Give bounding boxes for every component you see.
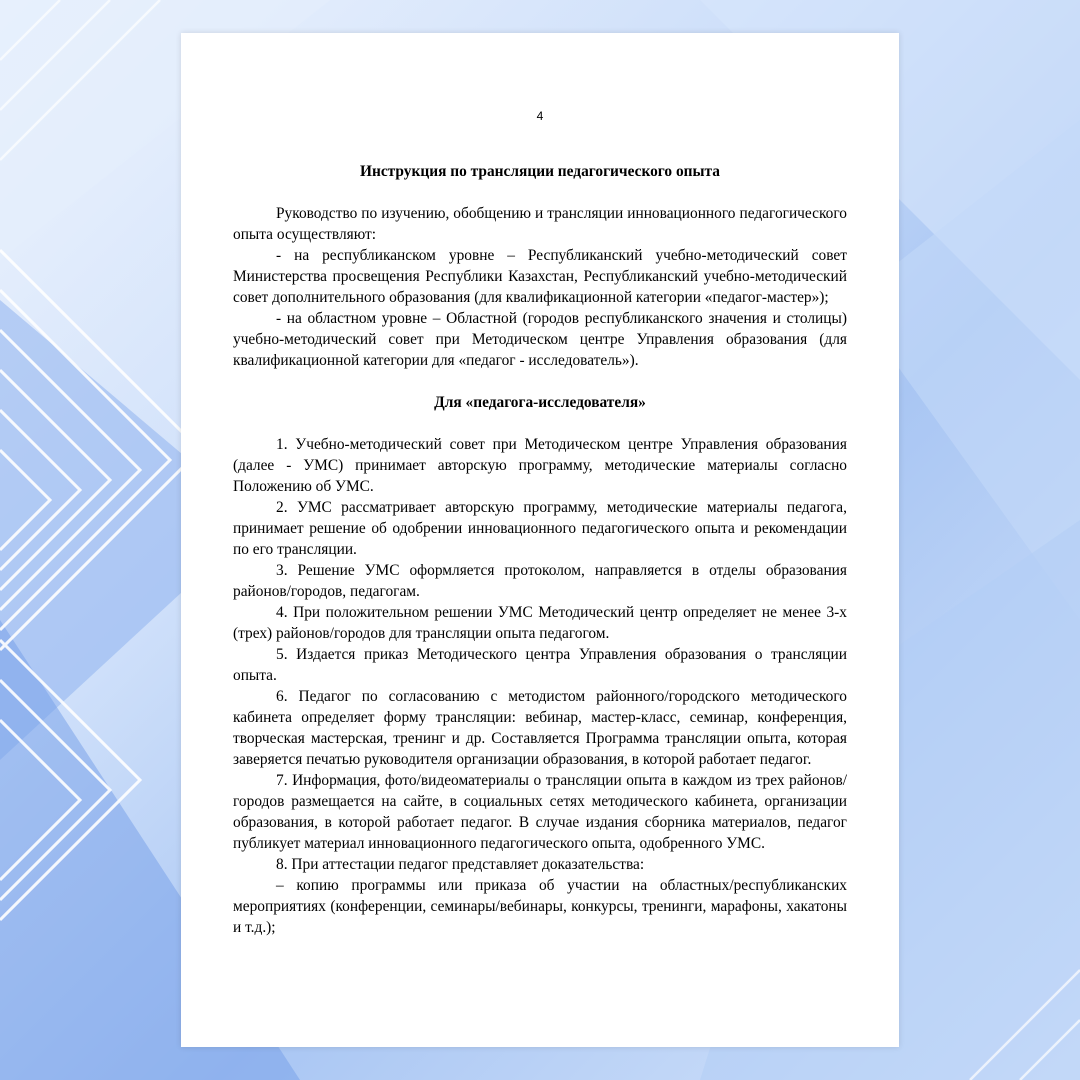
list-item: 3. Решение УМС оформляется протоколом, направляется в отделы образования районов/городов, педагогам. bbox=[233, 562, 847, 600]
list-item: 7. Информация, фото/видеоматериалы о трансляции опыта в каждом из трех районов/городов размещается на сайте, в социальных сетях методического кабинета, организации образования, в которой работает педагог. В случае издания сборника материалов, педагог публикует материал инновационного педагогического опыта, одобренного УМС. bbox=[233, 772, 847, 852]
list-item: 4. При положительном решении УМС Методический центр определяет не менее 3-х (трех) районов/городов для трансляции опыта педагогом. bbox=[233, 604, 847, 642]
intro-paragraph: Руководство по изучению, обобщению и трансляции инновационного педагогического опыта осуществляют: bbox=[233, 205, 847, 243]
section-subtitle: Для «педагога-исследователя» bbox=[434, 394, 646, 411]
document-page bbox=[181, 33, 899, 1047]
list-item: – копию программы или приказа об участии на областных/республиканских мероприятиях (конференции, семинары/вебинары, конкурсы, тренинги, марафоны, хакатоны и т.д.); bbox=[233, 877, 847, 936]
intro-paragraph: - на областном уровне – Областной (городов республиканского значения и столицы) учебно-методический совет при Методическом центре Управления образования (для квалификационной категории для «педагог - исследователь»). bbox=[233, 310, 847, 369]
list-item: 1. Учебно-методический совет при Методическом центре Управления образования (далее - УМС) принимает авторскую программу, методические материалы согласно Положению об УМС. bbox=[233, 436, 847, 495]
intro-paragraph: - на республиканском уровне – Республиканский учебно-методический совет Министерства просвещения Республики Казахстан, Республиканский учебно-методический совет дополнительного образования (для квалификационной категории «педагог-мастер»); bbox=[233, 247, 847, 306]
list-item: 8. При аттестации педагог представляет доказательства: bbox=[276, 856, 645, 873]
list-item: 6. Педагог по согласованию с методистом районного/городского методического кабинета определяет форму трансляции: вебинар, мастер-класс, семинар, конференция, творческая мастерская, тренинг и др. Составляется Программа трансляции опыта, которая заверяется печатью руководителя организации образования, в которой работает педагог. bbox=[233, 688, 847, 768]
list-item: 5. Издается приказ Методического центра Управления образования о трансляции опыта. bbox=[233, 646, 847, 684]
document-body bbox=[233, 161, 847, 938]
document-title: Инструкция по трансляции педагогического опыта bbox=[360, 163, 720, 180]
page-number: 4 bbox=[536, 109, 544, 123]
list-item: 2. УМС рассматривает авторскую программу, методические материалы педагога, принимает решение об одобрении инновационного педагогического опыта и рекомендации по его трансляции. bbox=[233, 499, 847, 558]
